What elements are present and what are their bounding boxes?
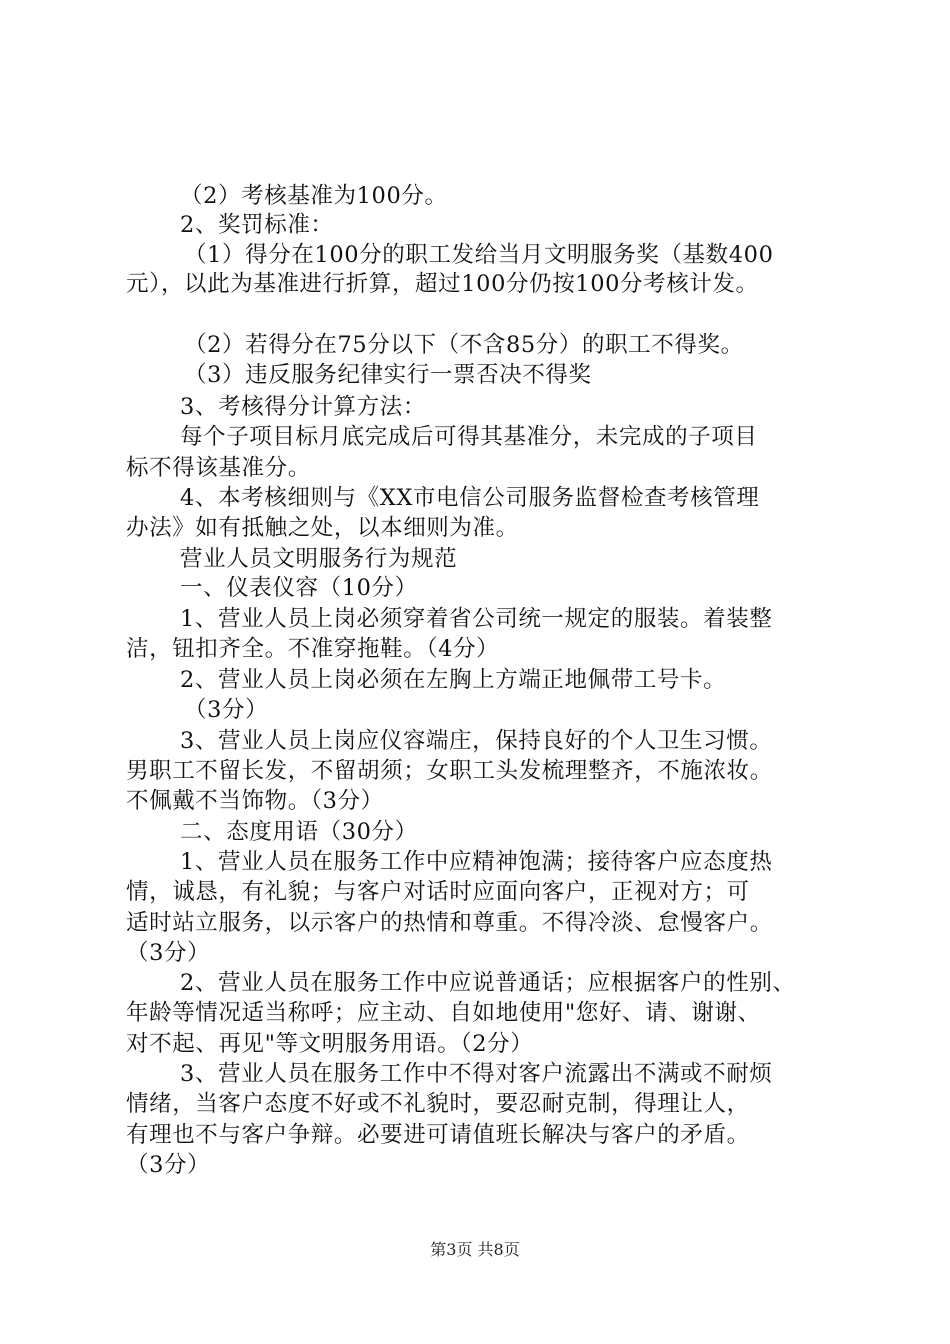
text-line: （2）若得分在75分以下（不含85分）的职工不得奖。 xyxy=(184,332,744,358)
text-line: 一、仪表仪容（10分） xyxy=(180,575,418,601)
text-line: （3分） xyxy=(184,697,269,723)
text-line: 每个子项目标月底完成后可得其基准分，未完成的子项目 xyxy=(180,424,758,450)
text-line: （1）得分在100分的职工发给当月文明服务奖（基数400 xyxy=(184,242,774,268)
text-line: 情，诚恳，有礼貌；与客户对话时应面向客户，正视对方；可 xyxy=(126,879,750,905)
text-line: 4、本考核细则与《XX市电信公司服务监督检查考核管理 xyxy=(180,485,760,511)
text-line: （3）违反服务纪律实行一票否决不得奖 xyxy=(184,362,592,388)
text-line: 2、奖罚标准： xyxy=(180,212,334,238)
text-line: 3、营业人员在服务工作中不得对客户流露出不满或不耐烦 xyxy=(180,1061,773,1087)
text-line: 2、营业人员上岗必须在左胸上方端正地佩带工号卡。 xyxy=(180,667,727,693)
text-line: 情绪，当客户态度不好或不礼貌时，要忍耐克制，得理让人， xyxy=(126,1091,750,1117)
text-line: 二、态度用语（30分） xyxy=(180,819,418,845)
text-line: 3、营业人员上岗应仪容端庄，保持良好的个人卫生习惯。 xyxy=(180,728,773,754)
text-line: 1、营业人员在服务工作中应精神饱满；接待客户应态度热 xyxy=(180,849,773,875)
text-line: 标不得该基准分。 xyxy=(126,455,311,481)
text-line: 年龄等情况适当称呼；应主动、自如地使用"您好、请、谢谢、 xyxy=(126,1000,761,1026)
page-number-footer: 第3页 共8页 xyxy=(430,1240,520,1259)
text-line: 适时站立服务，以示客户的热情和尊重。不得冷淡、怠慢客户。 xyxy=(126,910,773,936)
text-line: 1、营业人员上岗必须穿着省公司统一规定的服装。着装整 xyxy=(180,606,773,632)
text-line: 洁，钮扣齐全。不准穿拖鞋。（4分） xyxy=(126,636,500,662)
text-line: 2、营业人员在服务工作中应说普通话；应根据客户的性别、 xyxy=(180,970,796,996)
text-line: 办法》如有抵触之处，以本细则为准。 xyxy=(126,515,519,541)
text-line: 3、考核得分计算方法： xyxy=(180,394,426,420)
text-line: 有理也不与客户争辩。必要进可请值班长解决与客户的矛盾。 xyxy=(126,1122,750,1148)
text-line: 男职工不留长发，不留胡须；女职工头发梳理整齐，不施浓妆。 xyxy=(126,758,773,784)
text-line: （3分） xyxy=(126,1152,211,1178)
text-line: 元），以此为基准进行折算，超过100分仍按100分考核计发。 xyxy=(126,271,759,297)
text-line: （3分） xyxy=(126,940,211,966)
text-line: 对不起、再见"等文明服务用语。（2分） xyxy=(126,1031,534,1057)
text-line: 不佩戴不当饰物。（3分） xyxy=(126,788,384,814)
text-line: 营业人员文明服务行为规范 xyxy=(180,546,458,572)
text-line: （2）考核基准为100分。 xyxy=(180,183,448,209)
